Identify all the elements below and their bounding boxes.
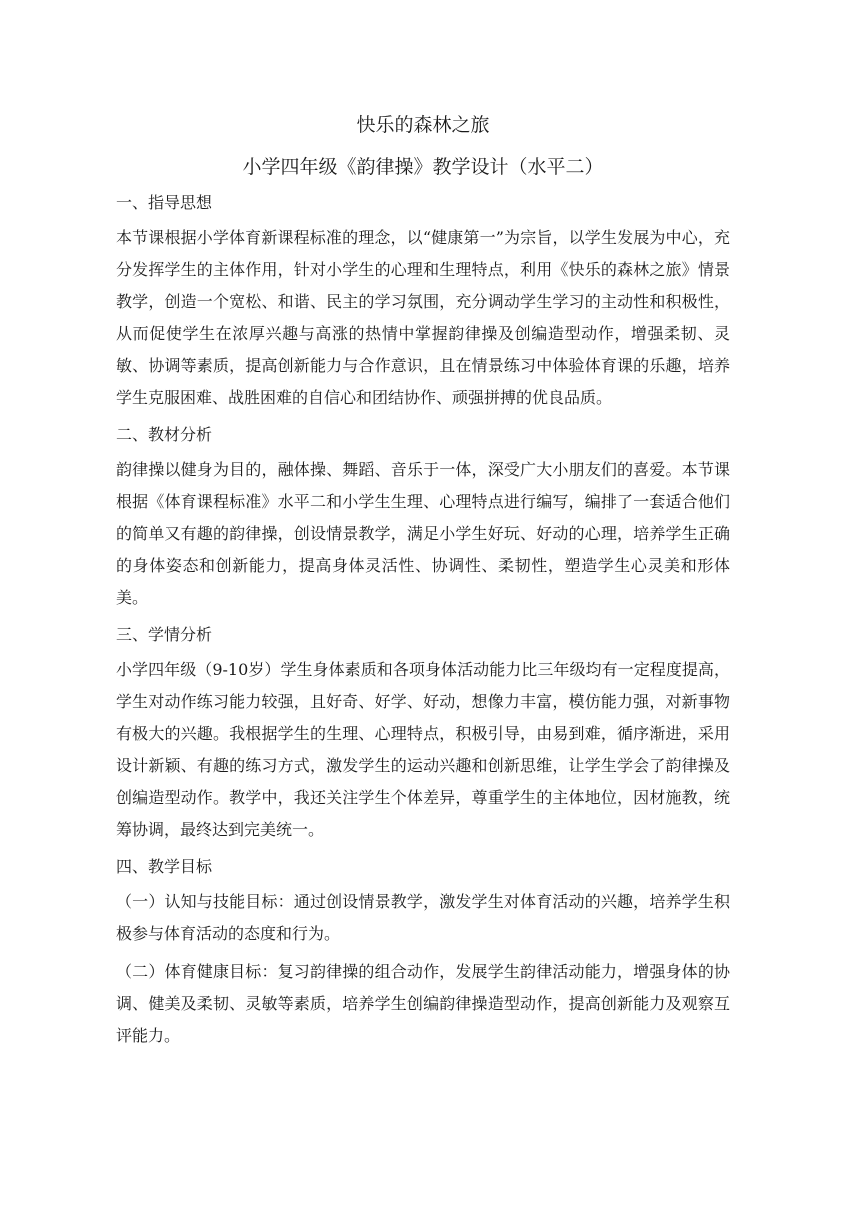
document-subtitle: 小学四年级《韵律操》教学设计（水平二） — [242, 156, 604, 178]
section-heading-teaching-objectives: 四、教学目标 — [116, 857, 213, 876]
section-heading-student-analysis: 三、学情分析 — [116, 625, 213, 644]
document-title: 快乐的森林之旅 — [356, 114, 490, 136]
paragraph-material-analysis: 韵律操以健身为目的，融体操、舞蹈、音乐于一体，深受广大小朋友们的喜爱。本节课根据《体育课程标准》水平二和小学生生理、心理特点进行编写，编排了一套适合他们的简单又有趣的韵律操，创设情景教学，满足小学生好玩、好动的心理，培养学生正确的身体姿态和创新能力，提高身体灵活性、协调性、柔韧性，塑造学生心灵美和形体美。 — [116, 460, 730, 607]
paragraph-guiding-ideology: 本节课根据小学体育新课程标准的理念，以“健康第一”为宗旨，以学生发展为中心，充分发挥学生的主体作用，针对小学生的心理和生理特点，利用《快乐的森林之旅》情景教学，创造一个宽松、和谐、民主的学习氛围，充分调动学生学习的主动性和积极性，从而促使学生在浓厚兴趣与高涨的热情中掌握韵律操及创编造型动作，增强柔韧、灵敏、协调等素质，提高创新能力与合作意识，且在情景练习中体验体育课的乐趣，培养学生克服困难、战胜困难的自信心和团结协作、顽强拼搏的优良品质。 — [116, 228, 730, 407]
paragraph-objective-physical-health: （二）体育健康目标：复习韵律操的组合动作，发展学生韵律活动能力，增强身体的协调、健美及柔韧、灵敏等素质，培养学生创编韵律操造型动作，提高创新能力及观察互评能力。 — [116, 962, 730, 1045]
section-heading-material-analysis: 二、教材分析 — [116, 425, 213, 444]
paragraph-objective-cognitive-skill: （一）认知与技能目标：通过创设情景教学，激发学生对体育活动的兴趣，培养学生积极参与体育活动的态度和行为。 — [116, 892, 730, 943]
section-heading-guiding-ideology: 一、指导思想 — [116, 193, 213, 212]
document-page — [116, 110, 730, 1052]
paragraph-student-analysis: 小学四年级（9-10岁）学生身体素质和各项身体活动能力比三年级均有一定程度提高，学生对动作练习能力较强，且好奇、好学、好动，想像力丰富，模仿能力强，对新事物有极大的兴趣。我根据学生的生理、心理特点，积极引导，由易到难，循序渐进，采用设计新颖、有趣的练习方式，激发学生的运动兴趣和创新思维，让学生学会了韵律操及创编造型动作。教学中，我还关注学生个体差异，尊重学生的主体地位，因材施教，统筹协调，最终达到完美统一。 — [116, 660, 730, 839]
